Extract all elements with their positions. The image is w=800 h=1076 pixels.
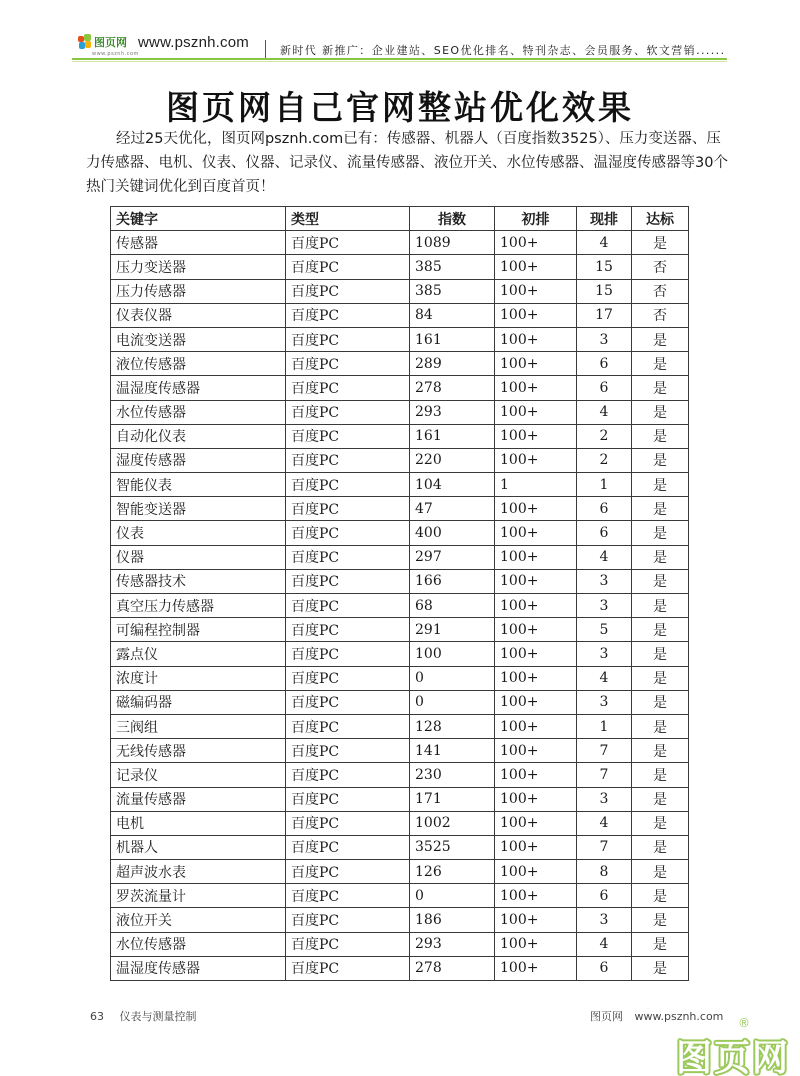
cell-index: 289 [410,352,495,376]
cell-initial-rank: 100+ [495,666,577,690]
cell-type: 百度PC [286,690,410,714]
footer-left [90,1008,197,1024]
cell-keyword: 罗茨流量计 [111,884,286,908]
cell-index: 166 [410,569,495,593]
cell-qualified: 是 [632,327,689,351]
cell-type: 百度PC [286,714,410,738]
cell-type: 百度PC [286,473,410,497]
cell-type: 百度PC [286,303,410,327]
cell-current-rank: 4 [577,811,632,835]
magazine-name: 仪表与测量控制 [119,1010,197,1023]
cell-index: 1002 [410,811,495,835]
cell-current-rank: 3 [577,787,632,811]
cell-keyword: 流量传感器 [111,787,286,811]
cell-keyword: 传感器技术 [111,569,286,593]
cell-current-rank: 3 [577,327,632,351]
cell-type: 百度PC [286,594,410,618]
cell-current-rank: 15 [577,255,632,279]
header-rule-light [72,61,727,62]
cell-initial-rank: 100+ [495,714,577,738]
cell-keyword: 自动化仪表 [111,424,286,448]
table-row [111,473,689,497]
cell-current-rank: 6 [577,521,632,545]
header-keyword: 关键字 [111,207,286,231]
cell-current-rank: 4 [577,666,632,690]
cell-qualified: 是 [632,352,689,376]
cell-current-rank: 3 [577,908,632,932]
cell-index: 293 [410,400,495,424]
cell-index: 126 [410,860,495,884]
table-row [111,376,689,400]
cell-qualified: 是 [632,787,689,811]
cell-initial-rank: 100+ [495,303,577,327]
cell-index: 297 [410,545,495,569]
cell-current-rank: 7 [577,835,632,859]
cell-current-rank: 3 [577,569,632,593]
table-row [111,666,689,690]
cell-type: 百度PC [286,448,410,472]
cell-keyword: 超声波水表 [111,860,286,884]
cell-qualified: 是 [632,448,689,472]
cell-initial-rank: 100+ [495,884,577,908]
cell-initial-rank: 100+ [495,376,577,400]
cell-initial-rank: 100+ [495,811,577,835]
cell-type: 百度PC [286,908,410,932]
cell-index: 1089 [410,231,495,255]
cell-type: 百度PC [286,956,410,980]
table-row [111,594,689,618]
cell-current-rank: 3 [577,594,632,618]
cell-initial-rank: 1 [495,473,577,497]
page-header [0,0,800,62]
table-row [111,303,689,327]
cell-keyword: 电机 [111,811,286,835]
cell-current-rank: 8 [577,860,632,884]
cell-current-rank: 6 [577,352,632,376]
cell-initial-rank: 100+ [495,594,577,618]
cell-type: 百度PC [286,763,410,787]
cell-index: 3525 [410,835,495,859]
cell-keyword: 仪器 [111,545,286,569]
cell-index: 385 [410,279,495,303]
cell-type: 百度PC [286,932,410,956]
table-row [111,327,689,351]
table-row [111,255,689,279]
footer-right [590,1008,723,1024]
cell-initial-rank: 100+ [495,497,577,521]
cell-initial-rank: 100+ [495,545,577,569]
cell-current-rank: 6 [577,497,632,521]
cell-keyword: 电流变送器 [111,327,286,351]
cell-index: 293 [410,932,495,956]
logo-icon [78,34,92,50]
cell-initial-rank: 100+ [495,908,577,932]
cell-keyword: 液位传感器 [111,352,286,376]
cell-type: 百度PC [286,352,410,376]
cell-initial-rank: 100+ [495,521,577,545]
cell-type: 百度PC [286,545,410,569]
cell-keyword: 压力传感器 [111,279,286,303]
table-row [111,545,689,569]
cell-initial-rank: 100+ [495,642,577,666]
cell-keyword: 液位开关 [111,908,286,932]
cell-qualified: 是 [632,811,689,835]
cell-index: 278 [410,956,495,980]
cell-keyword: 浓度计 [111,666,286,690]
cell-initial-rank: 100+ [495,231,577,255]
cell-initial-rank: 100+ [495,400,577,424]
cell-initial-rank: 100+ [495,787,577,811]
logo-text: 图页网 [94,36,127,49]
cell-qualified: 是 [632,860,689,884]
cell-type: 百度PC [286,739,410,763]
cell-index: 161 [410,424,495,448]
table-row [111,908,689,932]
logo-subtext: www.psznh.com [92,51,139,57]
cell-qualified: 是 [632,714,689,738]
cell-keyword: 温湿度传感器 [111,376,286,400]
table-row [111,884,689,908]
table-row [111,956,689,980]
cell-type: 百度PC [286,521,410,545]
cell-initial-rank: 100+ [495,424,577,448]
header-qualified: 达标 [632,207,689,231]
cell-index: 230 [410,763,495,787]
cell-qualified: 是 [632,473,689,497]
cell-keyword: 压力变送器 [111,255,286,279]
table-row [111,835,689,859]
table-body [111,231,689,981]
cell-type: 百度PC [286,618,410,642]
cell-current-rank: 3 [577,690,632,714]
cell-qualified: 是 [632,908,689,932]
cell-index: 84 [410,303,495,327]
cell-index: 68 [410,594,495,618]
cell-qualified: 是 [632,884,689,908]
cell-current-rank: 1 [577,714,632,738]
cell-current-rank: 17 [577,303,632,327]
cell-keyword: 磁编码器 [111,690,286,714]
table-row [111,787,689,811]
cell-current-rank: 3 [577,642,632,666]
site-url: www.psznh.com [138,34,249,51]
cell-qualified: 是 [632,424,689,448]
cell-type: 百度PC [286,787,410,811]
cell-qualified: 是 [632,594,689,618]
table-row [111,569,689,593]
cell-type: 百度PC [286,424,410,448]
footer-url: www.psznh.com [634,1010,724,1023]
cell-keyword: 湿度传感器 [111,448,286,472]
table-row [111,279,689,303]
cell-keyword: 无线传感器 [111,739,286,763]
cell-qualified: 是 [632,642,689,666]
cell-keyword: 仪表仪器 [111,303,286,327]
cell-current-rank: 6 [577,376,632,400]
cell-keyword: 智能仪表 [111,473,286,497]
cell-index: 278 [410,376,495,400]
page-title: 图页网自己官网整站优化效果 [166,88,634,127]
header-rule [72,58,727,60]
cell-current-rank: 7 [577,763,632,787]
cell-index: 0 [410,666,495,690]
table-row [111,231,689,255]
cell-qualified: 否 [632,279,689,303]
cell-keyword: 仪表 [111,521,286,545]
cell-index: 171 [410,787,495,811]
cell-qualified: 是 [632,956,689,980]
cell-qualified: 是 [632,932,689,956]
cell-current-rank: 1 [577,473,632,497]
cell-current-rank: 4 [577,400,632,424]
table-row [111,424,689,448]
cell-initial-rank: 100+ [495,956,577,980]
table-row [111,763,689,787]
cell-index: 100 [410,642,495,666]
cell-initial-rank: 100+ [495,279,577,303]
footer-brand: 图页网 [590,1010,623,1023]
table-row [111,618,689,642]
cell-keyword: 机器人 [111,835,286,859]
cell-keyword: 三阀组 [111,714,286,738]
cell-qualified: 是 [632,231,689,255]
cell-current-rank: 6 [577,884,632,908]
watermark-logo: 图页网 [676,1038,791,1076]
cell-initial-rank: 100+ [495,932,577,956]
header-initial-rank: 初排 [495,207,577,231]
table-row [111,521,689,545]
cell-current-rank: 6 [577,956,632,980]
cell-keyword: 水位传感器 [111,400,286,424]
header-slogan: 新时代 新推广：企业建站、SEO优化排名、特刊杂志、会员服务、软文营销...... [280,44,726,57]
cell-initial-rank: 100+ [495,860,577,884]
table-header-row [111,207,689,231]
table-row [111,642,689,666]
cell-type: 百度PC [286,327,410,351]
cell-keyword: 水位传感器 [111,932,286,956]
table-row [111,497,689,521]
cell-index: 128 [410,714,495,738]
cell-qualified: 是 [632,569,689,593]
cell-type: 百度PC [286,884,410,908]
cell-keyword: 记录仪 [111,763,286,787]
cell-type: 百度PC [286,569,410,593]
table-row [111,739,689,763]
cell-type: 百度PC [286,255,410,279]
cell-type: 百度PC [286,497,410,521]
cell-type: 百度PC [286,279,410,303]
cell-type: 百度PC [286,400,410,424]
cell-initial-rank: 100+ [495,327,577,351]
cell-qualified: 是 [632,521,689,545]
cell-qualified: 是 [632,545,689,569]
cell-qualified: 是 [632,376,689,400]
cell-keyword: 温湿度传感器 [111,956,286,980]
cell-keyword: 真空压力传感器 [111,594,286,618]
site-logo [78,34,127,50]
table-row [111,448,689,472]
cell-index: 104 [410,473,495,497]
cell-type: 百度PC [286,231,410,255]
table-row [111,400,689,424]
cell-current-rank: 2 [577,448,632,472]
cell-index: 0 [410,884,495,908]
page-number: 63 [90,1010,104,1023]
cell-current-rank: 4 [577,231,632,255]
table-row [111,932,689,956]
cell-initial-rank: 100+ [495,618,577,642]
cell-index: 220 [410,448,495,472]
cell-type: 百度PC [286,376,410,400]
cell-current-rank: 15 [577,279,632,303]
cell-index: 141 [410,739,495,763]
cell-index: 47 [410,497,495,521]
cell-initial-rank: 100+ [495,569,577,593]
cell-index: 186 [410,908,495,932]
cell-initial-rank: 100+ [495,448,577,472]
cell-current-rank: 4 [577,545,632,569]
cell-initial-rank: 100+ [495,255,577,279]
cell-keyword: 传感器 [111,231,286,255]
table-row [111,714,689,738]
cell-qualified: 是 [632,666,689,690]
cell-index: 385 [410,255,495,279]
cell-qualified: 是 [632,690,689,714]
cell-type: 百度PC [286,666,410,690]
cell-qualified: 是 [632,763,689,787]
header-divider [265,40,266,58]
keyword-ranking-table [110,206,689,981]
cell-type: 百度PC [286,835,410,859]
header-current-rank: 现排 [577,207,632,231]
cell-current-rank: 2 [577,424,632,448]
cell-index: 161 [410,327,495,351]
cell-index: 291 [410,618,495,642]
cell-qualified: 是 [632,835,689,859]
cell-keyword: 露点仪 [111,642,286,666]
cell-qualified: 是 [632,739,689,763]
cell-keyword: 智能变送器 [111,497,286,521]
registered-mark-icon: ® [738,1016,750,1030]
cell-qualified: 否 [632,255,689,279]
cell-current-rank: 5 [577,618,632,642]
cell-current-rank: 4 [577,932,632,956]
cell-initial-rank: 100+ [495,352,577,376]
intro-paragraph: 经过25天优化，图页网psznh.com已有：传感器、机器人（百度指数3525）、压力变送器、压力传感器、电机、仪表、仪器、记录仪、流量传感器、液位开关、水位传感器、温湿度传感器等30个热门关键词优化到百度首页！ [86,131,728,195]
cell-initial-rank: 100+ [495,763,577,787]
cell-type: 百度PC [286,860,410,884]
header-index: 指数 [410,207,495,231]
cell-initial-rank: 100+ [495,835,577,859]
cell-qualified: 否 [632,303,689,327]
cell-type: 百度PC [286,811,410,835]
table-row [111,352,689,376]
cell-qualified: 是 [632,497,689,521]
cell-qualified: 是 [632,400,689,424]
cell-index: 400 [410,521,495,545]
cell-keyword: 可编程控制器 [111,618,286,642]
header-type: 类型 [286,207,410,231]
cell-type: 百度PC [286,642,410,666]
cell-initial-rank: 100+ [495,690,577,714]
table-row [111,811,689,835]
cell-initial-rank: 100+ [495,739,577,763]
table-row [111,690,689,714]
cell-qualified: 是 [632,618,689,642]
table-row [111,860,689,884]
cell-index: 0 [410,690,495,714]
cell-current-rank: 7 [577,739,632,763]
